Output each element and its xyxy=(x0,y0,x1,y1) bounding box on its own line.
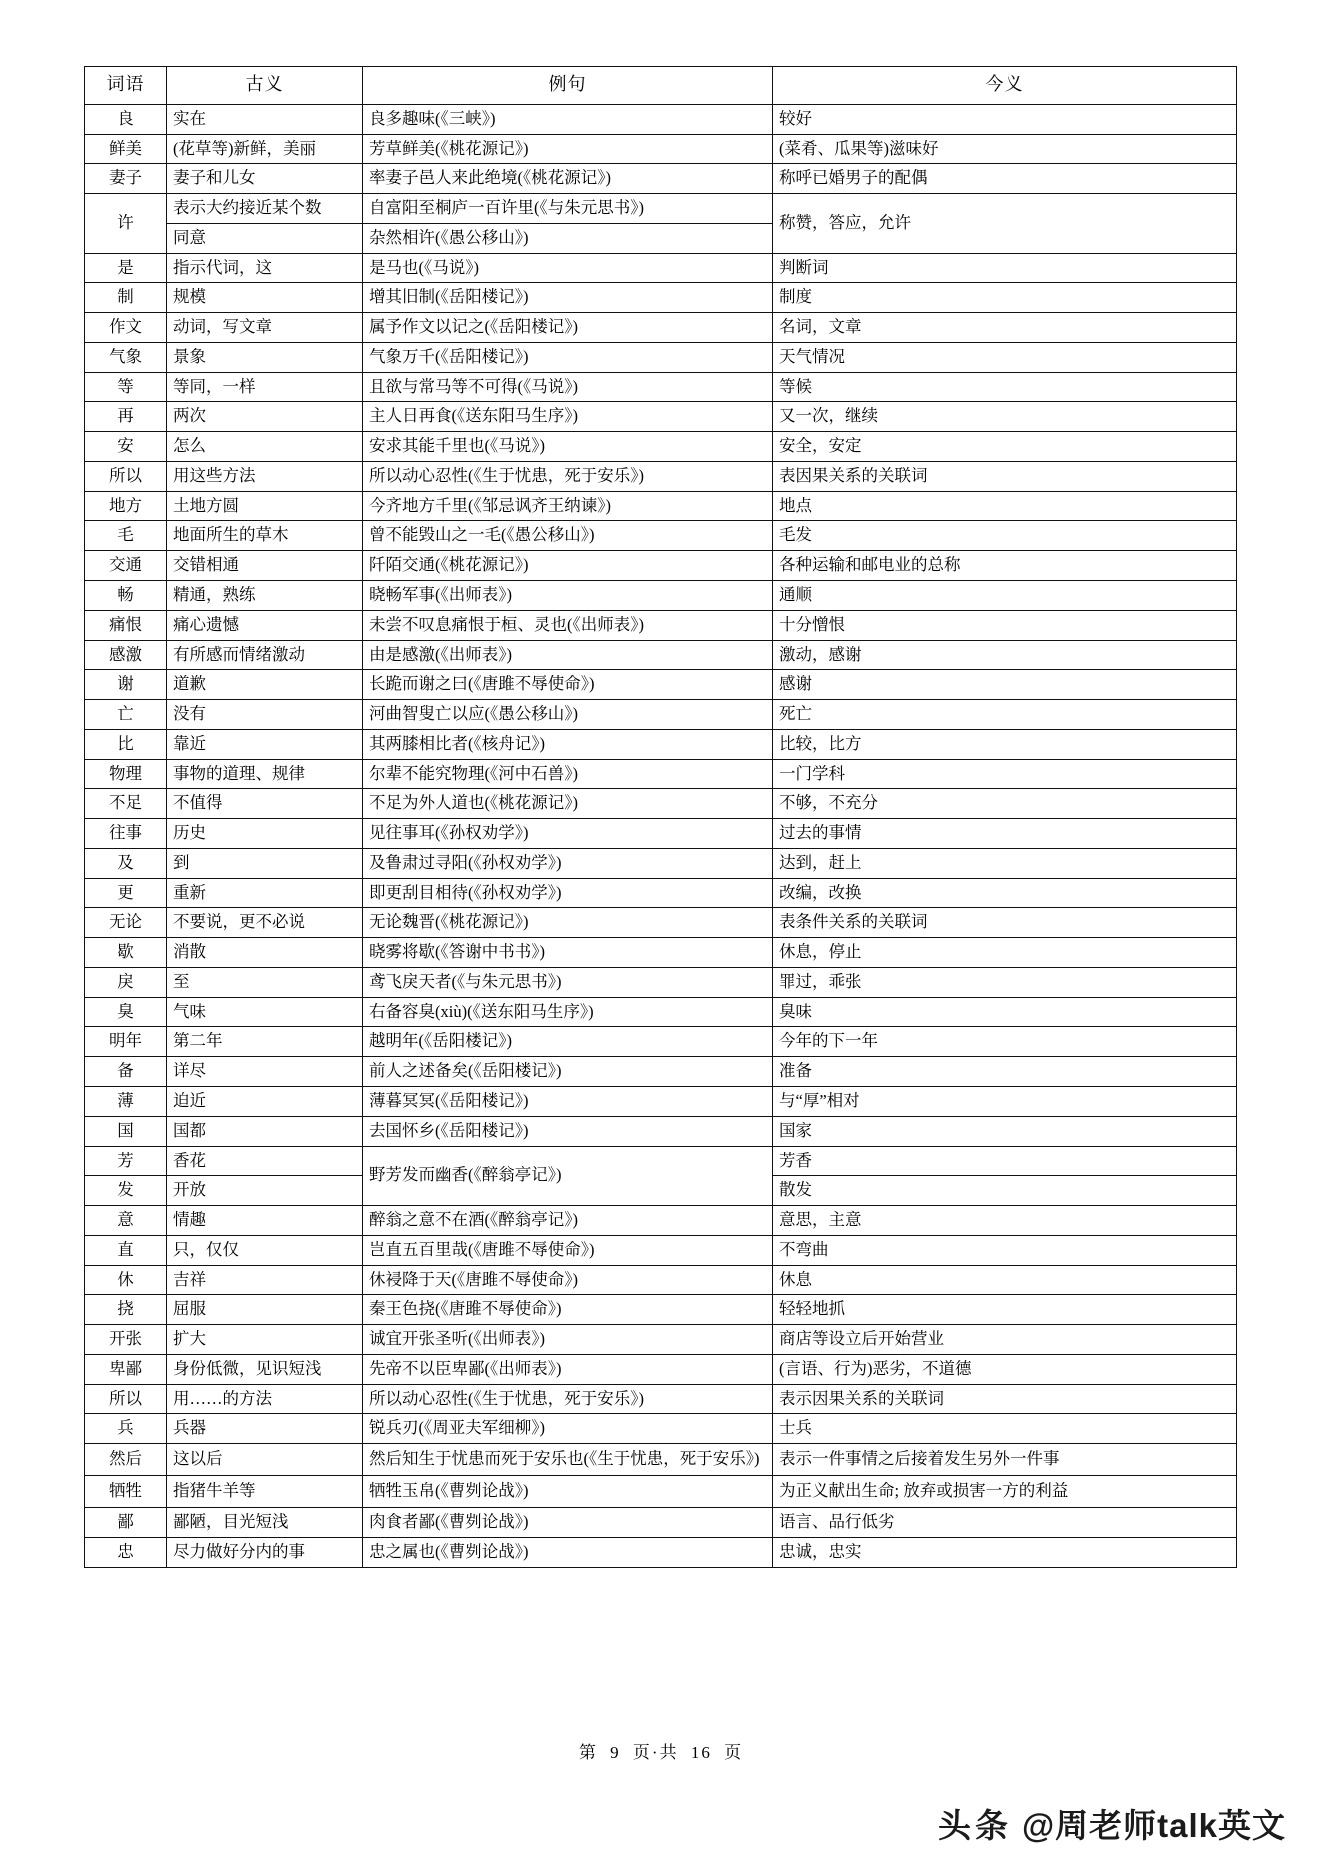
cell-word: 物理 xyxy=(85,759,167,789)
cell-ancient-meaning: 历史 xyxy=(167,819,363,849)
footer-total-pages: 16 xyxy=(690,1743,712,1762)
cell-ancient-meaning: 扩大 xyxy=(167,1325,363,1355)
table-row xyxy=(85,878,1237,908)
table-row xyxy=(85,134,1237,164)
cell-modern-meaning: 地点 xyxy=(773,491,1237,521)
cell-example: 先帝不以臣卑鄙(《出师表》) xyxy=(363,1354,773,1384)
cell-word: 亡 xyxy=(85,700,167,730)
cell-word: 良 xyxy=(85,104,167,134)
cell-modern-meaning: 为正义献出生命; 放弃或损害一方的利益 xyxy=(773,1476,1237,1508)
cell-modern-meaning: 安全，安定 xyxy=(773,432,1237,462)
cell-ancient-meaning: 身份低微，见识短浅 xyxy=(167,1354,363,1384)
cell-word: 妻子 xyxy=(85,164,167,194)
cell-ancient-meaning: 实在 xyxy=(167,104,363,134)
table-row xyxy=(85,789,1237,819)
cell-ancient-meaning: 用这些方法 xyxy=(167,461,363,491)
cell-modern-meaning: 改编，改换 xyxy=(773,878,1237,908)
cell-modern-meaning: 与“厚”相对 xyxy=(773,1087,1237,1117)
cell-word: 感激 xyxy=(85,640,167,670)
cell-ancient-meaning: 等同，一样 xyxy=(167,372,363,402)
cell-example: 薄暮冥冥(《岳阳楼记》) xyxy=(363,1087,773,1117)
table-row xyxy=(85,1508,1237,1538)
cell-ancient-meaning: 国都 xyxy=(167,1116,363,1146)
cell-example: 所以动心忍性(《生于忧患，死于安乐》) xyxy=(363,461,773,491)
table-row xyxy=(85,938,1237,968)
table-row xyxy=(85,283,1237,313)
column-header-word: 词语 xyxy=(85,67,167,105)
cell-modern-meaning: 意思，主意 xyxy=(773,1206,1237,1236)
cell-word: 然后 xyxy=(85,1444,167,1476)
cell-word: 歇 xyxy=(85,938,167,968)
cell-example: 曾不能毁山之一毛(《愚公移山》) xyxy=(363,521,773,551)
cell-ancient-meaning: 不要说，更不必说 xyxy=(167,908,363,938)
table-row xyxy=(85,1384,1237,1414)
cell-word: 谢 xyxy=(85,670,167,700)
cell-word: 国 xyxy=(85,1116,167,1146)
cell-modern-meaning: 较好 xyxy=(773,104,1237,134)
cell-example: 无论魏晋(《桃花源记》) xyxy=(363,908,773,938)
footer-page-number: 9 xyxy=(610,1743,621,1762)
cell-modern-meaning: 罪过，乖张 xyxy=(773,967,1237,997)
table-row xyxy=(85,1235,1237,1265)
cell-modern-meaning: 称呼已婚男子的配偶 xyxy=(773,164,1237,194)
cell-example: 前人之述备矣(《岳阳楼记》) xyxy=(363,1057,773,1087)
cell-example: 增其旧制(《岳阳楼记》) xyxy=(363,283,773,313)
cell-example: 阡陌交通(《桃花源记》) xyxy=(363,551,773,581)
cell-ancient-meaning: 第二年 xyxy=(167,1027,363,1057)
footer-prefix: 第 xyxy=(578,1743,598,1762)
cell-ancient-meaning: 到 xyxy=(167,848,363,878)
cell-modern-meaning: 臭味 xyxy=(773,997,1237,1027)
cell-word: 气象 xyxy=(85,342,167,372)
table-row xyxy=(85,253,1237,283)
cell-example: 晓畅军事(《出师表》) xyxy=(363,581,773,611)
cell-word: 鲜美 xyxy=(85,134,167,164)
cell-example: 越明年(《岳阳楼记》) xyxy=(363,1027,773,1057)
cell-ancient-meaning: 用……的方法 xyxy=(167,1384,363,1414)
cell-word: 及 xyxy=(85,848,167,878)
table-row xyxy=(85,491,1237,521)
cell-modern-meaning: 判断词 xyxy=(773,253,1237,283)
cell-word: 鄙 xyxy=(85,1508,167,1538)
cell-modern-meaning: 休息，停止 xyxy=(773,938,1237,968)
cell-ancient-meaning: 指猪牛羊等 xyxy=(167,1476,363,1508)
cell-modern-meaning: 毛发 xyxy=(773,521,1237,551)
cell-modern-meaning: 激动，感谢 xyxy=(773,640,1237,670)
cell-example: 见往事耳(《孙权劝学》) xyxy=(363,819,773,849)
table-row xyxy=(85,848,1237,878)
cell-ancient-meaning: 消散 xyxy=(167,938,363,968)
cell-word: 直 xyxy=(85,1235,167,1265)
cell-example: 然后知生于忧患而死于安乐也(《生于忧患，死于安乐》) xyxy=(363,1444,773,1476)
cell-example: 忠之属也(《曹刿论战》) xyxy=(363,1537,773,1567)
table-row xyxy=(85,700,1237,730)
cell-word: 开张 xyxy=(85,1325,167,1355)
cell-ancient-meaning: 动词，写文章 xyxy=(167,313,363,343)
cell-ancient-meaning: 景象 xyxy=(167,342,363,372)
cell-word: 牺牲 xyxy=(85,1476,167,1508)
cell-word: 地方 xyxy=(85,491,167,521)
cell-example: 所以动心忍性(《生于忧患，死于安乐》) xyxy=(363,1384,773,1414)
cell-word: 毛 xyxy=(85,521,167,551)
cell-example: 杂然相许(《愚公移山》) xyxy=(363,223,773,253)
cell-word: 意 xyxy=(85,1206,167,1236)
cell-word: 芳 xyxy=(85,1146,167,1176)
cell-modern-meaning: 过去的事情 xyxy=(773,819,1237,849)
cell-example: 且欲与常马等不可得(《马说》) xyxy=(363,372,773,402)
cell-modern-meaning: 表因果关系的关联词 xyxy=(773,461,1237,491)
table-row xyxy=(85,1414,1237,1444)
cell-ancient-meaning: 有所感而情绪激动 xyxy=(167,640,363,670)
cell-word: 兵 xyxy=(85,1414,167,1444)
cell-modern-meaning: 达到，赶上 xyxy=(773,848,1237,878)
cell-ancient-meaning: (花草等)新鲜，美丽 xyxy=(167,134,363,164)
cell-ancient-meaning: 精通，熟练 xyxy=(167,581,363,611)
cell-example: 不足为外人道也(《桃花源记》) xyxy=(363,789,773,819)
cell-word: 戾 xyxy=(85,967,167,997)
cell-word: 更 xyxy=(85,878,167,908)
cell-example: 今齐地方千里(《邹忌讽齐王纳谏》) xyxy=(363,491,773,521)
cell-word: 安 xyxy=(85,432,167,462)
table-row xyxy=(85,164,1237,194)
table-row xyxy=(85,1027,1237,1057)
table-row xyxy=(85,1537,1237,1567)
table-row xyxy=(85,819,1237,849)
cell-word: 许 xyxy=(85,194,167,254)
cell-example: 秦王色挠(《唐雎不辱使命》) xyxy=(363,1295,773,1325)
cell-modern-meaning: 各种运输和邮电业的总称 xyxy=(773,551,1237,581)
cell-example: 尔辈不能究物理(《河中石兽》) xyxy=(363,759,773,789)
cell-ancient-meaning: 两次 xyxy=(167,402,363,432)
cell-ancient-meaning: 靠近 xyxy=(167,729,363,759)
cell-modern-meaning: 不弯曲 xyxy=(773,1235,1237,1265)
table-row xyxy=(85,1265,1237,1295)
cell-ancient-meaning: 指示代词，这 xyxy=(167,253,363,283)
table-row xyxy=(85,610,1237,640)
column-header-modern-meaning: 今义 xyxy=(773,67,1237,105)
cell-example: 气象万千(《岳阳楼记》) xyxy=(363,342,773,372)
cell-modern-meaning: 士兵 xyxy=(773,1414,1237,1444)
cell-ancient-meaning: 开放 xyxy=(167,1176,363,1206)
table-row xyxy=(85,967,1237,997)
cell-modern-meaning: 名词，文章 xyxy=(773,313,1237,343)
cell-ancient-meaning: 尽力做好分内的事 xyxy=(167,1537,363,1567)
cell-modern-meaning: 一门学科 xyxy=(773,759,1237,789)
cell-example: 是马也(《马说》) xyxy=(363,253,773,283)
vocab-table-container xyxy=(84,66,1236,1568)
table-row xyxy=(85,908,1237,938)
cell-example: 由是感激(《出师表》) xyxy=(363,640,773,670)
table-row xyxy=(85,194,1237,224)
cell-ancient-meaning: 鄙陋，目光短浅 xyxy=(167,1508,363,1538)
cell-word: 制 xyxy=(85,283,167,313)
cell-example: 岂直五百里哉(《唐雎不辱使命》) xyxy=(363,1235,773,1265)
cell-word: 比 xyxy=(85,729,167,759)
cell-modern-meaning: 称赞，答应，允许 xyxy=(773,194,1237,254)
cell-example: 肉食者鄙(《曹刿论战》) xyxy=(363,1508,773,1538)
cell-word: 发 xyxy=(85,1176,167,1206)
cell-word: 卑鄙 xyxy=(85,1354,167,1384)
table-row xyxy=(85,313,1237,343)
cell-modern-meaning: 芳香 xyxy=(773,1146,1237,1176)
cell-ancient-meaning: 地面所生的草木 xyxy=(167,521,363,551)
table-row xyxy=(85,1146,1237,1176)
cell-modern-meaning: 表示一件事情之后接着发生另外一件事 xyxy=(773,1444,1237,1476)
cell-word: 明年 xyxy=(85,1027,167,1057)
cell-ancient-meaning: 吉祥 xyxy=(167,1265,363,1295)
cell-word: 备 xyxy=(85,1057,167,1087)
cell-example: 休祲降于天(《唐雎不辱使命》) xyxy=(363,1265,773,1295)
cell-modern-meaning: 国家 xyxy=(773,1116,1237,1146)
cell-word: 所以 xyxy=(85,461,167,491)
cell-modern-meaning: 准备 xyxy=(773,1057,1237,1087)
cell-ancient-meaning: 香花 xyxy=(167,1146,363,1176)
cell-modern-meaning: 天气情况 xyxy=(773,342,1237,372)
table-row xyxy=(85,1087,1237,1117)
cell-example: 率妻子邑人来此绝境(《桃花源记》) xyxy=(363,164,773,194)
cell-example: 自富阳至桐庐一百许里(《与朱元思书》) xyxy=(363,194,773,224)
cell-example: 其两膝相比者(《核舟记》) xyxy=(363,729,773,759)
table-row xyxy=(85,729,1237,759)
table-row xyxy=(85,640,1237,670)
cell-modern-meaning: 轻轻地抓 xyxy=(773,1295,1237,1325)
table-row xyxy=(85,1325,1237,1355)
cell-ancient-meaning: 表示大约接近某个数 xyxy=(167,194,363,224)
cell-example: 良多趣味(《三峡》) xyxy=(363,104,773,134)
cell-word: 痛恨 xyxy=(85,610,167,640)
cell-ancient-meaning: 事物的道理、规律 xyxy=(167,759,363,789)
table-row xyxy=(85,1476,1237,1508)
table-row xyxy=(85,372,1237,402)
cell-ancient-meaning: 这以后 xyxy=(167,1444,363,1476)
table-row xyxy=(85,402,1237,432)
cell-example: 醉翁之意不在酒(《醉翁亭记》) xyxy=(363,1206,773,1236)
cell-modern-meaning: 比较，比方 xyxy=(773,729,1237,759)
cell-modern-meaning: 通顺 xyxy=(773,581,1237,611)
cell-word: 往事 xyxy=(85,819,167,849)
cell-word: 无论 xyxy=(85,908,167,938)
column-header-ancient-meaning: 古义 xyxy=(167,67,363,105)
table-row xyxy=(85,581,1237,611)
table-row xyxy=(85,670,1237,700)
table-row xyxy=(85,551,1237,581)
cell-modern-meaning: 散发 xyxy=(773,1176,1237,1206)
cell-modern-meaning: 今年的下一年 xyxy=(773,1027,1237,1057)
cell-ancient-meaning: 只，仅仅 xyxy=(167,1235,363,1265)
cell-word: 臭 xyxy=(85,997,167,1027)
cell-example: 牺牲玉帛(《曹刿论战》) xyxy=(363,1476,773,1508)
cell-modern-meaning: 忠诚，忠实 xyxy=(773,1537,1237,1567)
watermark-brand: 头条 xyxy=(937,1807,1012,1844)
cell-example: 诚宜开张圣听(《出师表》) xyxy=(363,1325,773,1355)
table-row xyxy=(85,342,1237,372)
ancient-modern-vocabulary-table xyxy=(84,66,1237,1568)
cell-word: 作文 xyxy=(85,313,167,343)
table-row xyxy=(85,997,1237,1027)
cell-ancient-meaning: 土地方圆 xyxy=(167,491,363,521)
page-footer xyxy=(0,1738,1322,1763)
cell-ancient-meaning: 气味 xyxy=(167,997,363,1027)
footer-middle: 页·共 xyxy=(632,1743,679,1762)
cell-modern-meaning: 休息 xyxy=(773,1265,1237,1295)
cell-ancient-meaning: 怎么 xyxy=(167,432,363,462)
cell-word: 等 xyxy=(85,372,167,402)
cell-word: 交通 xyxy=(85,551,167,581)
cell-modern-meaning: 语言、品行低劣 xyxy=(773,1508,1237,1538)
cell-word: 不足 xyxy=(85,789,167,819)
cell-ancient-meaning: 妻子和儿女 xyxy=(167,164,363,194)
cell-ancient-meaning: 情趣 xyxy=(167,1206,363,1236)
column-header-example: 例句 xyxy=(363,67,773,105)
cell-modern-meaning: 死亡 xyxy=(773,700,1237,730)
cell-example: 主人日再食(《送东阳马生序》) xyxy=(363,402,773,432)
cell-ancient-meaning: 同意 xyxy=(167,223,363,253)
cell-example: 安求其能千里也(《马说》) xyxy=(363,432,773,462)
cell-word: 所以 xyxy=(85,1384,167,1414)
table-row xyxy=(85,1057,1237,1087)
cell-modern-meaning: 商店等设立后开始营业 xyxy=(773,1325,1237,1355)
cell-example: 未尝不叹息痛恨于桓、灵也(《出师表》) xyxy=(363,610,773,640)
cell-ancient-meaning: 重新 xyxy=(167,878,363,908)
watermark-handle: @周老师talk英文 xyxy=(1021,1807,1286,1844)
table-row xyxy=(85,1116,1237,1146)
table-row xyxy=(85,432,1237,462)
table-row xyxy=(85,1444,1237,1476)
cell-modern-meaning: (言语、行为)恶劣，不道德 xyxy=(773,1354,1237,1384)
cell-example: 野芳发而幽香(《醉翁亭记》) xyxy=(363,1146,773,1206)
cell-ancient-meaning: 迫近 xyxy=(167,1087,363,1117)
table-row xyxy=(85,521,1237,551)
table-row xyxy=(85,461,1237,491)
header-row xyxy=(85,67,1237,105)
cell-example: 河曲智叟亡以应(《愚公移山》) xyxy=(363,700,773,730)
cell-ancient-meaning: 没有 xyxy=(167,700,363,730)
cell-ancient-meaning: 道歉 xyxy=(167,670,363,700)
cell-modern-meaning: 十分憎恨 xyxy=(773,610,1237,640)
cell-example: 属予作文以记之(《岳阳楼记》) xyxy=(363,313,773,343)
cell-ancient-meaning: 痛心遗憾 xyxy=(167,610,363,640)
cell-ancient-meaning: 屈服 xyxy=(167,1295,363,1325)
cell-modern-meaning: 不够，不充分 xyxy=(773,789,1237,819)
table-row xyxy=(85,1295,1237,1325)
cell-example: 锐兵刃(《周亚夫军细柳》) xyxy=(363,1414,773,1444)
cell-word: 再 xyxy=(85,402,167,432)
cell-example: 及鲁肃过寻阳(《孙权劝学》) xyxy=(363,848,773,878)
cell-example: 芳草鲜美(《桃花源记》) xyxy=(363,134,773,164)
cell-word: 薄 xyxy=(85,1087,167,1117)
cell-ancient-meaning: 兵器 xyxy=(167,1414,363,1444)
cell-word: 畅 xyxy=(85,581,167,611)
cell-modern-meaning: 表示因果关系的关联词 xyxy=(773,1384,1237,1414)
cell-modern-meaning: 表条件关系的关联词 xyxy=(773,908,1237,938)
table-row xyxy=(85,1206,1237,1236)
cell-ancient-meaning: 不值得 xyxy=(167,789,363,819)
cell-modern-meaning: 感谢 xyxy=(773,670,1237,700)
table-row xyxy=(85,104,1237,134)
cell-example: 长跪而谢之曰(《唐雎不辱使命》) xyxy=(363,670,773,700)
cell-example: 晓雾将歇(《答谢中书书》) xyxy=(363,938,773,968)
cell-ancient-meaning: 规模 xyxy=(167,283,363,313)
cell-example: 右备容臭(xiù)(《送东阳马生序》) xyxy=(363,997,773,1027)
cell-modern-meaning: (菜肴、瓜果等)滋味好 xyxy=(773,134,1237,164)
cell-word: 挠 xyxy=(85,1295,167,1325)
table-body xyxy=(85,104,1237,1567)
footer-suffix: 页 xyxy=(724,1743,744,1762)
cell-word: 忠 xyxy=(85,1537,167,1567)
cell-ancient-meaning: 详尽 xyxy=(167,1057,363,1087)
cell-word: 休 xyxy=(85,1265,167,1295)
cell-ancient-meaning: 交错相通 xyxy=(167,551,363,581)
cell-word: 是 xyxy=(85,253,167,283)
table-row xyxy=(85,759,1237,789)
table-header xyxy=(85,67,1237,105)
cell-example: 鸢飞戾天者(《与朱元思书》) xyxy=(363,967,773,997)
cell-ancient-meaning: 至 xyxy=(167,967,363,997)
cell-example: 即更刮目相待(《孙权劝学》) xyxy=(363,878,773,908)
cell-modern-meaning: 又一次，继续 xyxy=(773,402,1237,432)
watermark xyxy=(938,1800,1286,1847)
table-row xyxy=(85,1354,1237,1384)
cell-modern-meaning: 制度 xyxy=(773,283,1237,313)
cell-example: 去国怀乡(《岳阳楼记》) xyxy=(363,1116,773,1146)
cell-modern-meaning: 等候 xyxy=(773,372,1237,402)
